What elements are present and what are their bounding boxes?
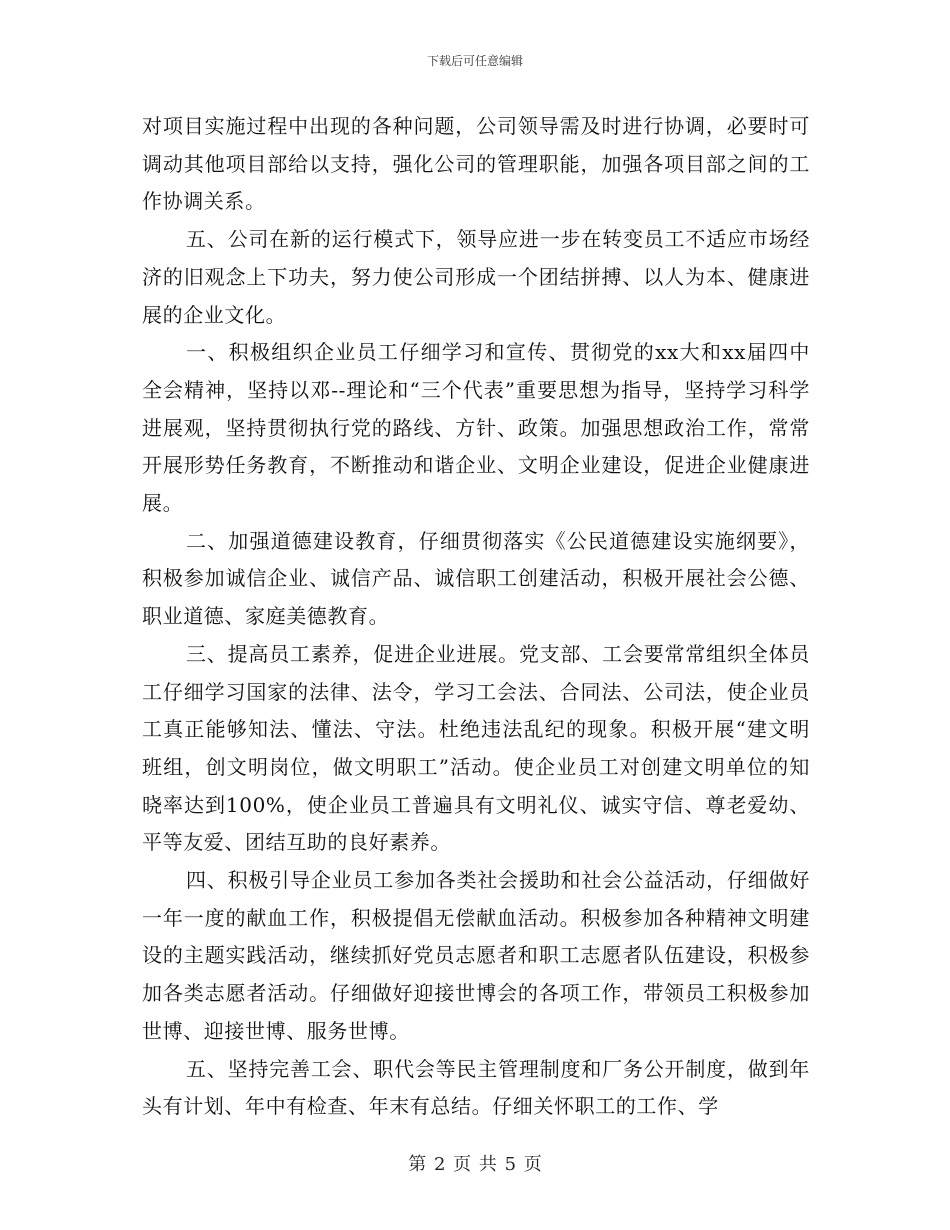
paragraph-2: 五、公司在新的运行模式下，领导应进一步在转变员工不适应市场经济的旧观念上下功夫，努力使公司形成一个团结拼搏、以人为本、健康进展的企业文化。	[142, 227, 810, 327]
paragraph-7: 五、坚持完善工会、职代会等民主管理制度和厂务公开制度，做到年头有计划、年中有检查、年末有总结。仔细关怀职工的工作、学	[142, 1056, 810, 1119]
page-number-footer: 第 2 页 共 5 页	[408, 1154, 542, 1175]
paragraph-5: 三、提高员工素养，促进企业进展。党支部、工会要常常组织全体员工仔细学习国家的法律、法令，学习工会法、合同法、公司法，使企业员工真正能够知法、懂法、守法。杜绝违法乱纪的现象。积极开展“建文明班组，创文明岗位，做文明职工”活动。使企业员工对创建文明单位的知晓率达到100%，使企业员工普遍具有文明礼仪、诚实守信、尊老爱幼、平等友爱、团结互助的良好素养。	[142, 641, 810, 855]
paragraph-6: 四、积极引导企业员工参加各类社会援助和社会公益活动，仔细做好一年一度的献血工作，积极提倡无偿献血活动。积极参加各种精神文明建设的主题实践活动，继续抓好党员志愿者和职工志愿者队伍建设，积极参加各类志愿者活动。仔细做好迎接世博会的各项工作，带领员工积极参加世博、迎接世博、服务世博。	[142, 868, 810, 1043]
paragraph-1: 对项目实施过程中出现的各种问题，公司领导需及时进行协调，必要时可调动其他项目部给以支持，强化公司的管理职能，加强各项目部之间的工作协调关系。	[142, 114, 810, 214]
paragraph-4: 二、加强道德建设教育，仔细贯彻落实《公民道德建设实施纲要》，积极参加诚信企业、诚信产品、诚信职工创建活动，积极开展社会公德、职业道德、家庭美德教育。	[142, 528, 810, 629]
document-body	[142, 108, 810, 1126]
page-header: 下载后可任意编辑	[426, 54, 523, 68]
paragraph-3: 一、积极组织企业员工仔细学习和宣传、贯彻党的xx大和xx届四中全会精神，坚持以邓--理论和“三个代表”重要思想为指导，坚持学习科学进展观，坚持贯彻执行党的路线、方针、政策。加强思想政治工作，常常开展形势任务教育，不断推动和谐企业、文明企业建设，促进企业健康进展。	[142, 340, 810, 516]
